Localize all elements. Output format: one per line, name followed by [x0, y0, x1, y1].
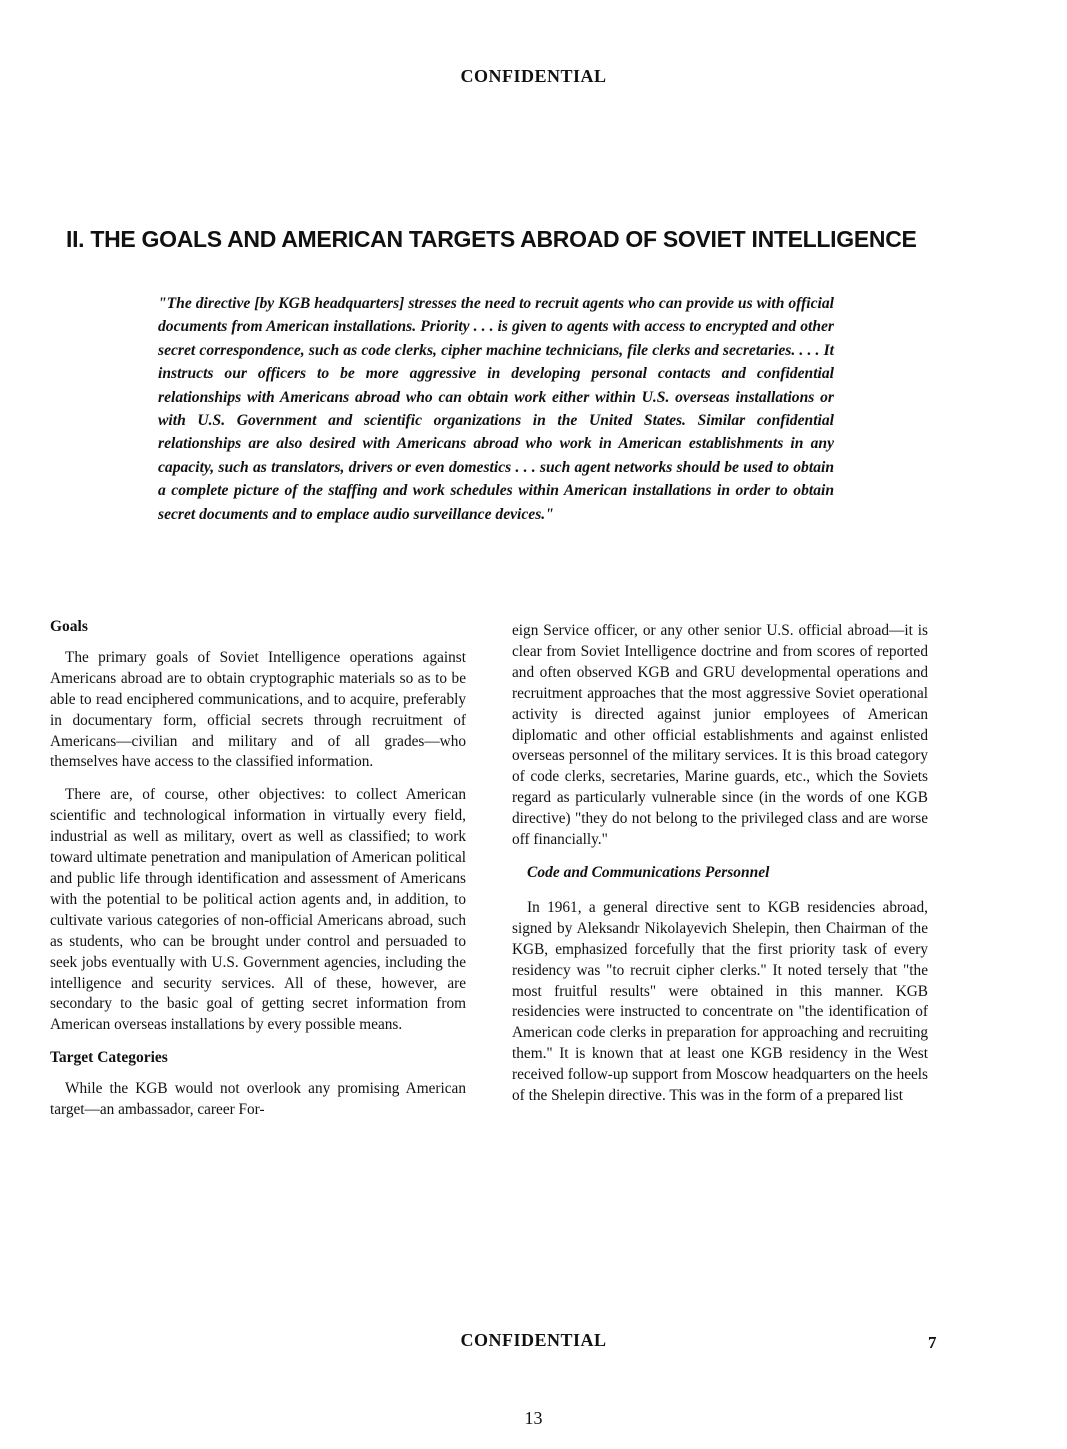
- bottom-classification-marking: CONFIDENTIAL: [460, 1330, 607, 1350]
- sheet-number: 13: [524, 1408, 543, 1428]
- epigraph-quote: "The directive [by KGB headquarters] stresses the need to recruit agents who can provide us with official documents from American installations. Priority . . . is given to agents with access to encrypted and other secret correspondence, such as code clerks, cipher machine technicians, file clerks and secretaries. . . . It instructs our officers to be more aggressive in developing personal contacts and confidential relationships with Americans abroad who can obtain work either within U.S. overseas installations or with U.S. Government and scientific organizations in the United States. Similar confidential relationships are also desired with Americans abroad who work in American establishments in any capacity, such as translators, drivers or even domestics . . . such agent networks should be used to obtain a complete picture of the staffing and work schedules within American installations in order to obtain secret documents and to emplace audio surveillance devices.": [158, 295, 834, 523]
- code-personnel-heading: Code and Communications Personnel: [527, 863, 770, 881]
- goals-paragraph-1: The primary goals of Soviet Intelligence operations against Americans abroad are to obtain cryptographic materials so as to be able to read enciphered communications, and to acquire, preferably in documentary form, official secrets through recruitment of Americans—civilian and military and of all grades—who themselves have access to the classified information.: [50, 648, 466, 771]
- target-categories-continuation: eign Service officer, or any other senior U.S. official abroad—it is clear from Soviet Intelligence doctrine and from scores of reported and often observed KGB and GRU developmental operations and recruitment approaches that the most aggressive Soviet operational activity is directed against junior employees of American diplomatic and other official establishments and against enlisted overseas personnel of the military services. It is this broad category of code clerks, secretaries, Marine guards, etc., which the Soviets regard as particularly vulnerable since (in the words of one KGB directive) "they do not belong to the privileged class and are worse off financially.": [512, 622, 928, 849]
- goals-paragraph-2: There are, of course, other objectives: to collect American scientific and technological information in virtually every field, industrial as well as military, overt as well as classified; to work toward ultimate penetration and manipulation of American political and public life through identification and assessment of Americans with the potential to be political action agents and, in addition, to cultivate various categories of non-official Americans abroad, such as students, who can be brought under control and persuaded to seek jobs eventually with U.S. Government agencies, including the intelligence and security services. All of these, however, are secondary to the basic goal of getting secret information from American overseas installations by every possible means.: [50, 786, 466, 1034]
- page-number: 7: [928, 1333, 937, 1352]
- code-personnel-paragraph: In 1961, a general directive sent to KGB residencies abroad, signed by Aleksandr Nikolayevich Shelepin, then Chairman of the KGB, emphasized forcefully that the first priority task of every residency was "to recruit cipher clerks." It noted tersely that "the most fruitful results" were obtained in this manner. KGB residencies were instructed to concentrate on "the identification of American code clerks in preparation for approaching and recruiting them." It is known that at least one KGB residency in the West received follow-up support from Moscow headquarters on the heels of the Shelepin directive. This was in the form of a prepared list: [512, 898, 928, 1105]
- top-classification-marking: CONFIDENTIAL: [460, 66, 607, 86]
- target-categories-paragraph: While the KGB would not overlook any promising American target—an ambassador, career For-: [50, 1080, 466, 1119]
- target-categories-heading: Target Categories: [50, 1049, 168, 1067]
- section-heading: II. THE GOALS AND AMERICAN TARGETS ABROAD OF SOVIET INTELLIGENCE: [66, 226, 917, 252]
- goals-heading: Goals: [50, 618, 88, 635]
- left-column: [50, 617, 466, 1133]
- right-column: [512, 621, 928, 1119]
